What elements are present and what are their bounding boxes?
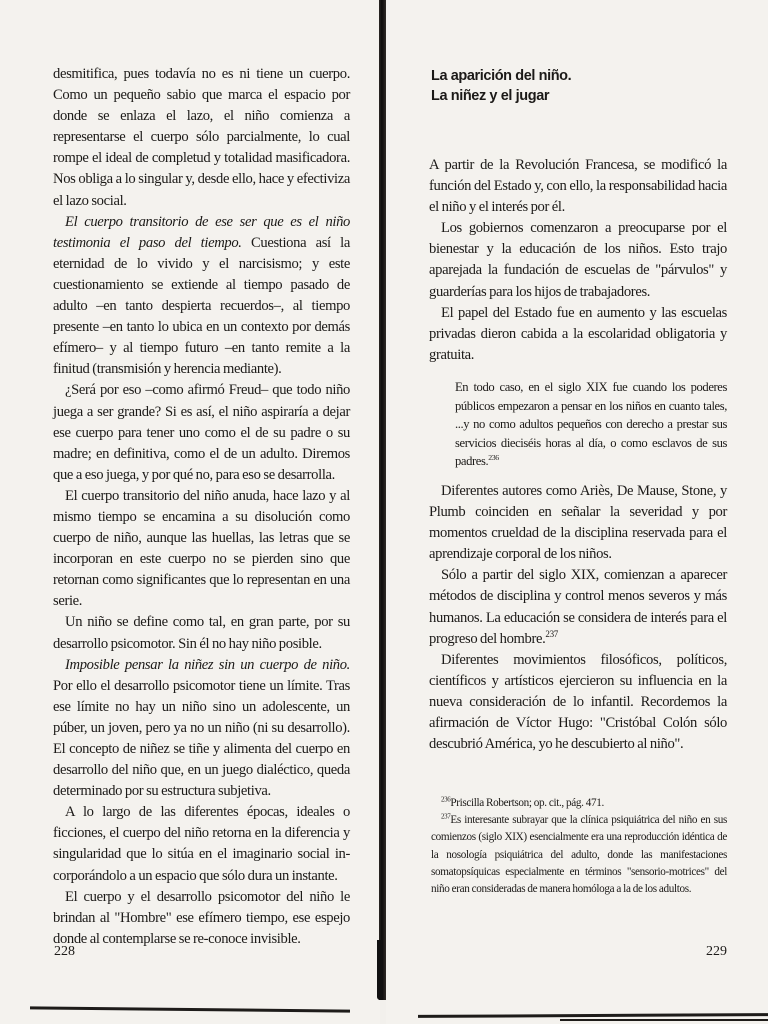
section-heading-line-1: La aparición del niño. (431, 68, 572, 84)
right-paragraph-1: A partir de la Revolución Francesa, se modificó la función del Estado y, con ello, la responsabilidad hacia el niño y el interés por él. (429, 157, 727, 216)
left-paragraph-7: A lo largo de las diferentes épocas, ideales o ficciones, el cuerpo del niño retorna en la diferencia y singularidad que lo sitúa en el imaginario social in-corporándolo a un espacio que sólo dura un instante. (53, 804, 350, 884)
left-paragraph-5: Un niño se define como tal, en gran parte, por su desarrollo psicomotor. Sin él no hay niño posible. (53, 614, 350, 652)
right-paragraph-5-body: Sólo a partir del siglo XIX, comienzan a aparecer métodos de disciplina y control menos severos y más humanos. La educación se considera de interés para el progreso del hombre. (429, 567, 727, 647)
right-paragraph-5 (429, 565, 727, 649)
left-page-text (53, 64, 350, 950)
right-paragraph-5-ref: 237 (545, 628, 558, 639)
right-paragraph-3: El papel del Estado fue en aumento y las escuelas privadas dieron cabida a la escolaridad obligatoria y gratuita. (429, 304, 727, 363)
footnote-236-num: 236 (441, 795, 451, 804)
block-quote-text: En todo caso, en el siglo XIX fue cuando los poderes públicos empezaron a pensar en los niños en cuanto tales, ...y no como adultos pequeños con derecho a prestar sus servicios dieciséis horas al día, o como esclavos de sus padres. (455, 380, 727, 469)
footnote-237 (431, 812, 727, 898)
left-paragraph-4: El cuerpo transitorio del niño anuda, hace lazo y al mismo tiempo se encamina a su disolución como cuerpo de niño, aunque las huellas, las letras que se incorporan en este cuerpo no se pierden sino que retornan como significantes que lo representan en una serie. (53, 487, 350, 610)
left-paragraph-6 (53, 655, 350, 803)
footnote-236 (431, 795, 727, 812)
footnote-237-text: Es interesante subrayar que la clínica psiquiátrica del niño en sus comienzos (siglo XIX) esencialmente era una reproducción idéntica de la nosología psiquiátrica del adulto, donde las manifestaciones somatopsíquicas especialmente en términos "sensorio-motrices" del niño eran consideradas de manera homóloga a la de los adultos. (431, 814, 727, 896)
left-page (0, 0, 380, 1024)
left-paragraph-2-lead: El cuerpo transitorio de ese ser que es el niño testimonia el paso del tiempo. (53, 213, 350, 251)
block-quote-ref: 236 (488, 453, 499, 463)
bottom-rule-right-lower (560, 1019, 768, 1021)
section-heading (431, 66, 711, 106)
right-text-top (429, 155, 727, 366)
left-paragraph-8: El cuerpo y el desarrollo psicomotor del niño le brindan al "Hombre" ese efímero tiempo, ese espejo donde al contemplarse se re-conoce invisible. (53, 888, 350, 947)
block-quote (455, 378, 727, 471)
right-paragraph-4: Diferentes autores como Ariès, De Mause, Stone, y Plumb coinciden en señalar la severidad y por momentos crueldad de la disciplina reservada para el aprendizaje corporal de los niños. (429, 483, 727, 563)
left-paragraph-3: ¿Será por eso –como afirmó Freud– que todo niño juega a ser grande? Si es así, el niño aspiraría a dejar ese cuerpo para tener uno como el de su padre o su madre; en definitiva, como el de un adulto. Diremos que a eso juega, y por qué no, para eso se desarrolla. (53, 382, 350, 483)
footnote-237-num: 237 (441, 812, 451, 821)
left-paragraph-6-body: Por ello el desarrollo psicomotor tiene un límite. Tras ese límite no hay un niño sino un adolescente, un púber, un joven, pero ya no un niño (ni su desarrollo). El concepto de niñez se tiñe y alimenta del cuerpo en desarrollo del niño que, en un juego dialéctico, queda determinado por su estructura subjetiva. (53, 677, 350, 800)
section-heading-line-2: La niñez y el jugar (431, 88, 550, 104)
left-paragraph-1: desmitifica, pues todavía no es ni tiene un cuerpo. Como un pequeño sabio que marca el espacio por donde se enlaza el lazo, el niño comienza a representarse el cuerpo sólo parcialmente, lo cual rompe el ideal de completud y totalidad masificadora. Nos obliga a lo singular y, desde ello, hace y efectiviza el lazo social. (53, 66, 350, 209)
left-paragraph-2 (53, 212, 350, 381)
left-paragraph-6-lead: Imposible pensar la niñez sin un cuerpo de niño. (65, 656, 350, 673)
right-paragraph-2: Los gobiernos comenzaron a preocuparse por el bienestar y la educación de los niños. Esto trajo aparejada la fundación de escuelas de "párvulos" y guarderías para los hijos de trabajadores. (429, 220, 727, 300)
page-number-left: 228 (54, 944, 75, 959)
footnotes (431, 795, 727, 898)
book-gutter-tail (377, 940, 383, 1000)
page-number-right: 229 (706, 944, 727, 959)
left-paragraph-2-body: Cuestiona así la eternidad de lo vivido y el narcisismo; y este cuestionamiento se extiende al tiempo pasado de adulto –en tanto despierta recuerdos–, al tiempo presente –en tanto lo ubica en un contexto por demás efímero– y al tiempo futuro –en tanto remite a la finitud (transmisión y herencia mediante). (53, 234, 350, 378)
right-paragraph-6: Diferentes movimientos filosóficos, políticos, científicos y artísticos ejercieron su influencia en la nueva consideración de lo infantil. Recordemos la afirmación de Víctor Hugo: "Cristóbal Colón sólo descubrió América, yo he descubierto al niño". (429, 651, 727, 753)
book-gutter (379, 0, 386, 1000)
footnote-236-text: Priscilla Robertson; op. cit., pág. 471. (450, 797, 604, 809)
bottom-rule-left (30, 1006, 350, 1012)
right-text-bottom (429, 481, 727, 755)
